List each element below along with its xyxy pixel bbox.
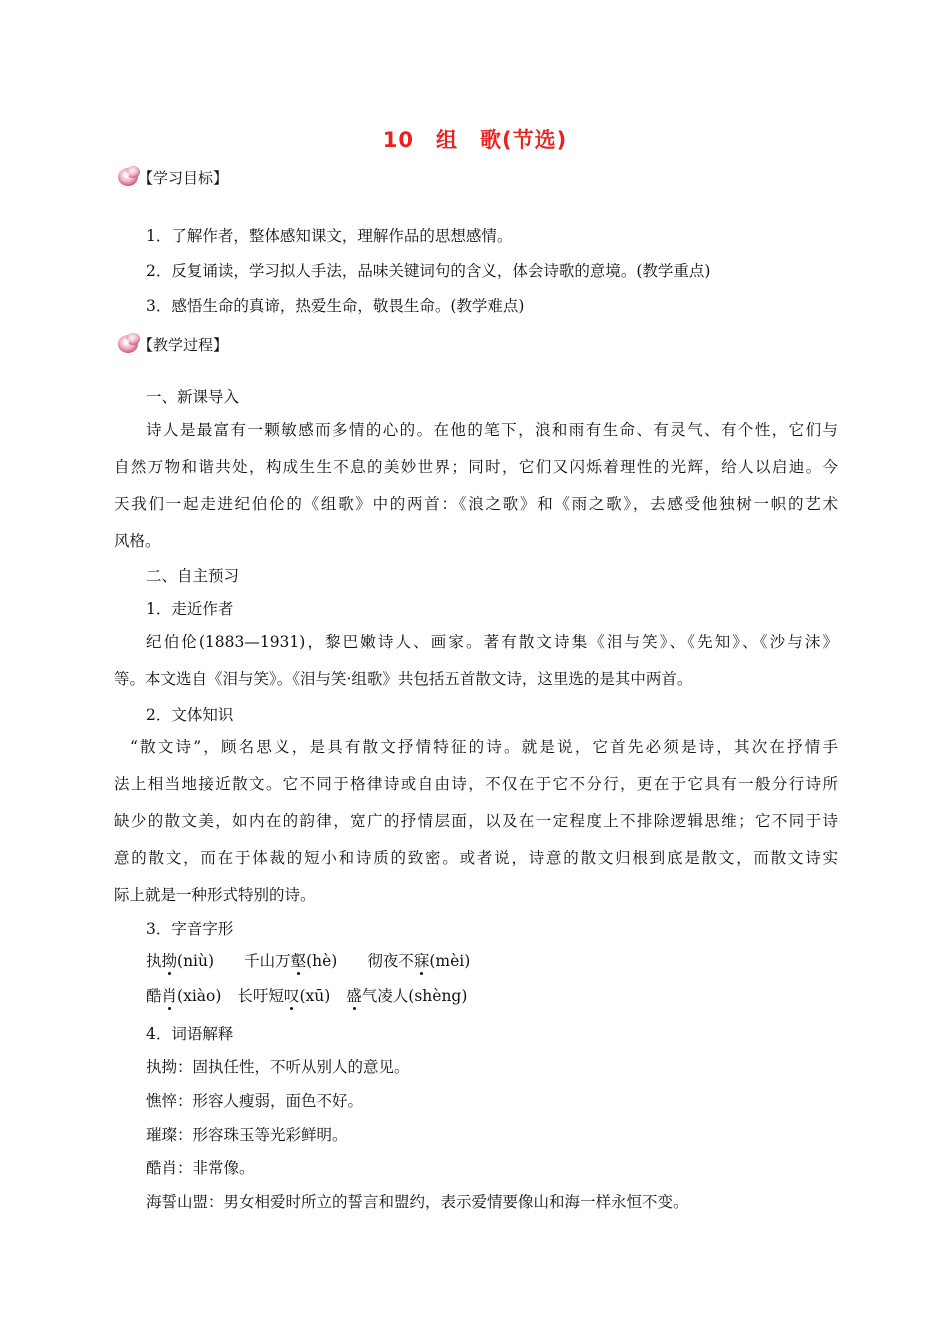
pronunciation-row	[146, 951, 470, 971]
subsection-heading: 2．文体知识	[146, 706, 234, 724]
pronunciation-item: 执拗(niù)	[146, 952, 215, 970]
page-title: 10 组 歌(节选)	[382, 128, 568, 152]
subsection-heading: 1．走近作者	[146, 600, 234, 618]
pronunciation-item: 千山万壑(hè)	[244, 952, 338, 970]
text-line: 诗人是最富有一颗敏感而多情的心的。在他的笔下，浪和雨有生命、有灵气、有个性，它们与	[146, 421, 838, 439]
part-heading: 一、新课导入	[146, 388, 240, 406]
vocab-item: 执拗：固执任性，不听从别人的意见。	[146, 1058, 410, 1076]
subsection-heading: 4．词语解释	[146, 1025, 234, 1043]
pronunciation-item: 长吁短叹(xū)	[237, 987, 331, 1005]
text-line: 际上就是一种形式特别的诗。	[114, 886, 316, 904]
text-line: 缺少的散文美，如内在的韵律，宽广的抒情层面，以及在一定程度上不排除逻辑思维；它不同于诗	[114, 812, 838, 830]
text-line: 纪伯伦(1883—1931)，黎巴嫩诗人、画家。著有散文诗集《泪与笑》、《先知》、《沙与沫》	[146, 633, 838, 651]
vocab-item: 酷肖：非常像。	[146, 1159, 255, 1177]
author-paragraph	[114, 624, 838, 698]
vocab-item: 憔悴：形容人瘦弱，面色不好。	[146, 1092, 364, 1110]
pronunciation-item: 盛气凌人(shèng)	[346, 987, 468, 1005]
intro-paragraph	[114, 412, 838, 560]
subsection-heading: 3．字音字形	[146, 920, 234, 938]
text-line: 等。本文选自《泪与笑》。《泪与笑·组歌》共包括五首散文诗，这里选的是其中两首。	[114, 670, 693, 688]
vocab-item: 海誓山盟：男女相爱时所立的誓言和盟约，表示爱情要像山和海一样永恒不变。	[146, 1193, 689, 1211]
part-heading: 二、自主预习	[146, 567, 240, 585]
text-line: 天我们一起走进纪伯伦的《组歌》中的两首：《浪之歌》和《雨之歌》，去感受他独树一帜的艺术	[114, 495, 838, 513]
section-label: 【学习目标】	[138, 169, 229, 187]
pronunciation-item: 彻夜不寐(mèi)	[367, 952, 471, 970]
vocab-item: 璀璨：形容珠玉等光彩鲜明。	[146, 1126, 348, 1144]
objective-item: 1．了解作者，整体感知课文，理解作品的思想感情。	[146, 227, 513, 245]
genre-paragraph	[114, 729, 838, 914]
text-line: 自然万物和谐共处，构成生生不息的美妙世界；同时，它们又闪烁着理性的光辉，给人以启迪。今	[114, 458, 838, 476]
section-label: 【教学过程】	[138, 336, 229, 354]
text-line: 风格。	[114, 532, 161, 550]
pronunciation-item: 酷肖(xiào)	[146, 987, 222, 1005]
objective-item: 3．感悟生命的真谛，热爱生命，敬畏生命。(教学难点)	[146, 297, 525, 315]
pronunciation-row	[146, 986, 467, 1006]
objective-item: 2．反复诵读，学习拟人手法，品味关键词句的含义，体会诗歌的意境。(教学重点)	[146, 262, 711, 280]
text-line: 意的散文，而在于体裁的短小和诗质的致密。或者说，诗意的散文归根到底是散文，而散文诗实	[114, 849, 838, 867]
text-line: “散文诗”，顾名思义，是具有散文抒情特征的诗。就是说，它首先必须是诗，其次在抒情手	[130, 738, 838, 756]
text-line: 法上相当地接近散文。它不同于格律诗或自由诗，不仅在于它不分行，更在于它具有一般分行诗所	[114, 775, 838, 793]
